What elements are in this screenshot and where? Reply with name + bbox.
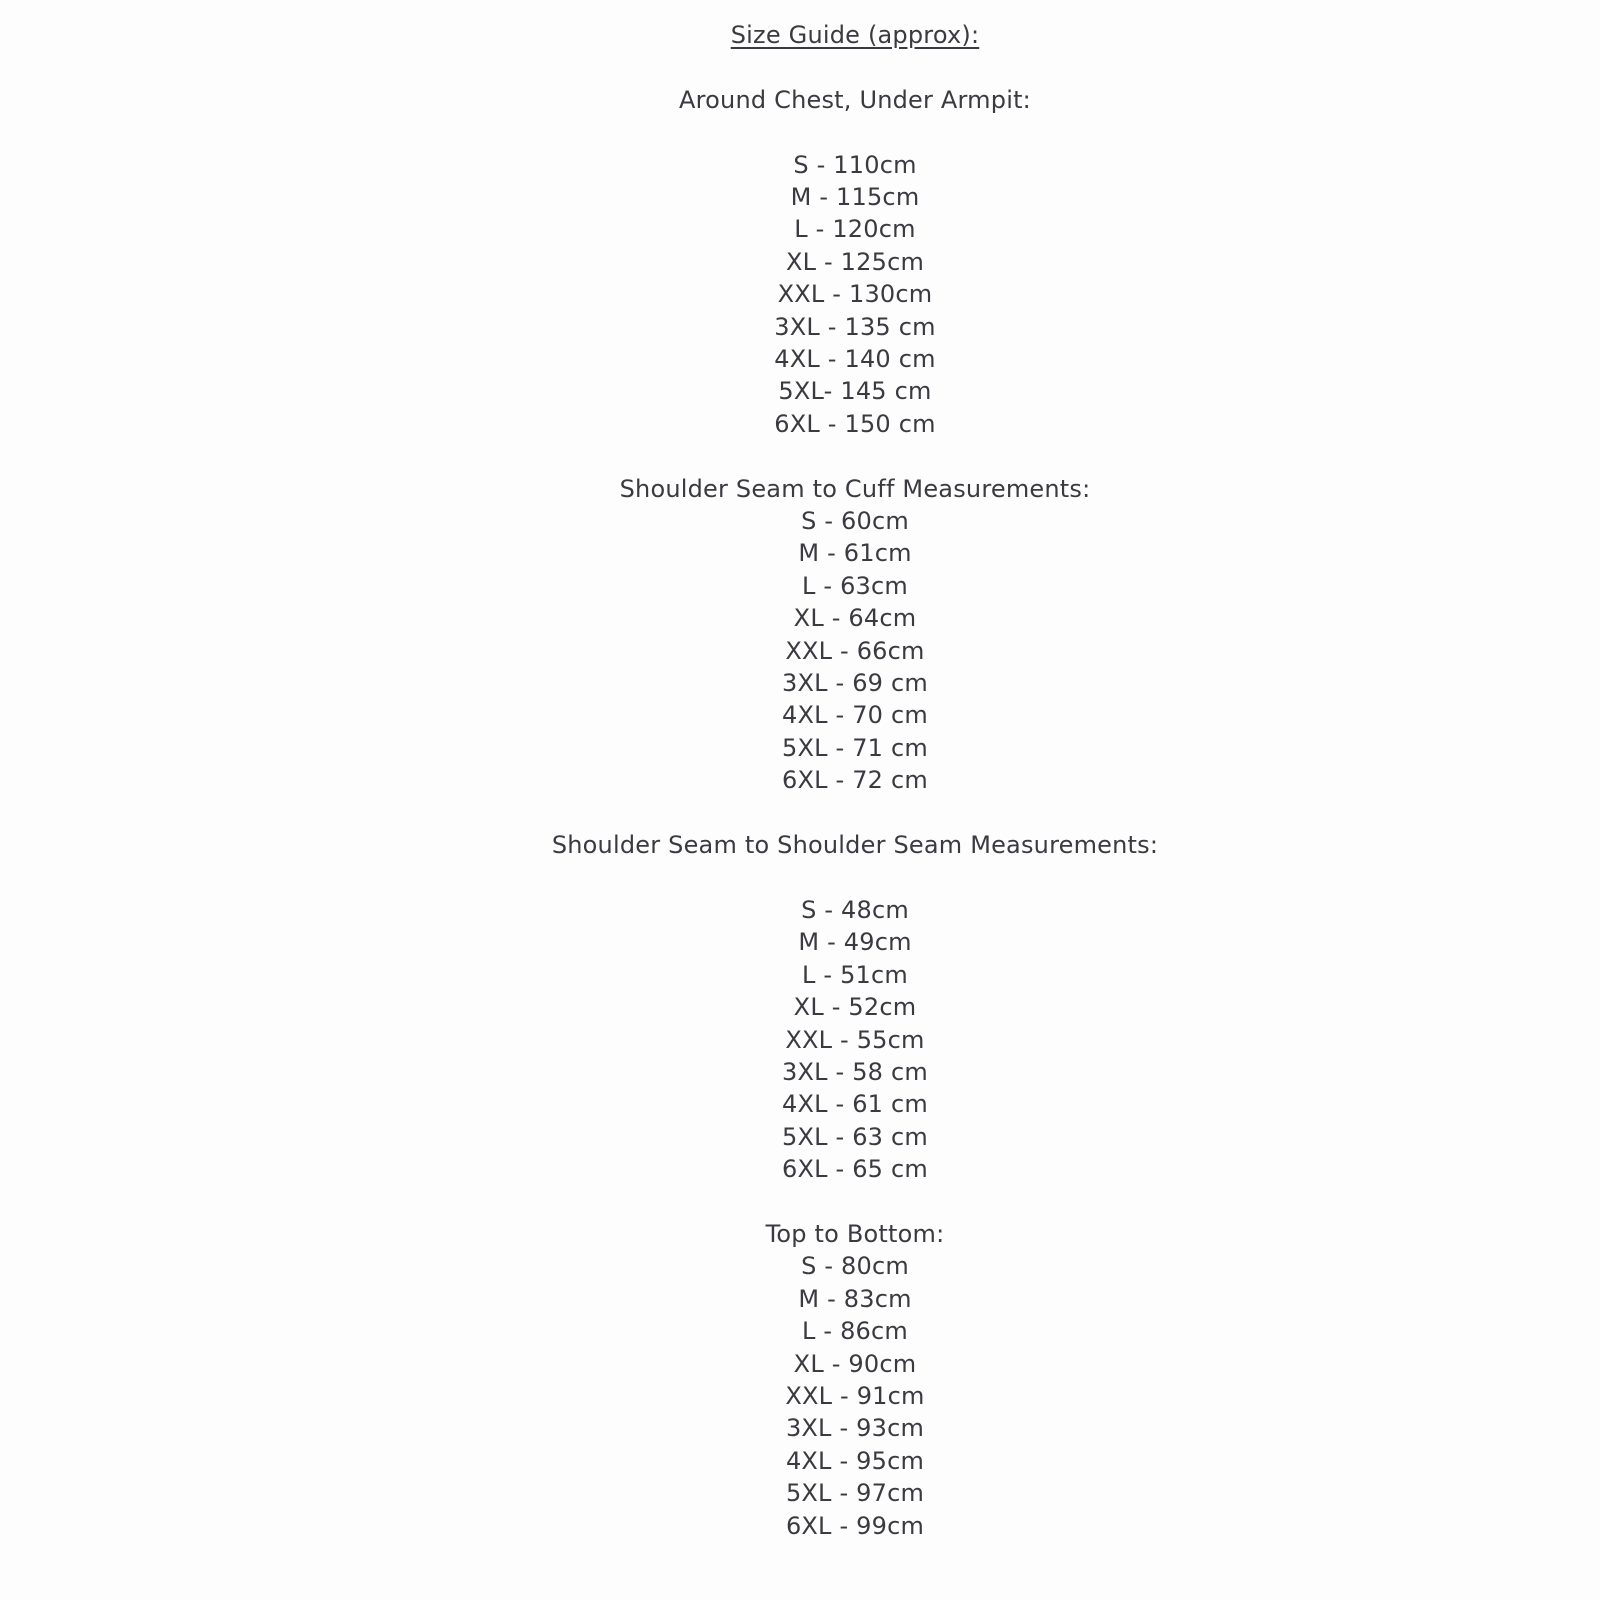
size-row: S - 80cm [801,1252,909,1281]
size-row: S - 110cm [793,150,917,179]
size-row: M - 61cm [798,539,912,568]
size-row: 5XL - 63 cm [782,1122,928,1151]
size-row: M - 49cm [798,928,912,957]
size-row: XL - 52cm [793,993,917,1022]
size-row: M - 83cm [798,1284,912,1313]
size-row: XXL - 91cm [785,1381,925,1410]
size-row: 5XL - 71 cm [782,733,928,762]
size-row: 6XL - 65 cm [782,1155,928,1184]
size-guide-title: Size Guide (approx): [730,21,980,49]
size-row: 3XL - 69 cm [782,669,928,698]
size-row: 4XL - 95cm [785,1446,925,1475]
size-guide-sections [110,84,1600,1542]
size-row: L - 51cm [801,960,908,989]
section-heading: Shoulder Seam to Shoulder Seam Measurements: [551,831,1159,860]
section-heading: Around Chest, Under Armpit: [679,85,1031,114]
size-row: 3XL - 93cm [785,1414,925,1443]
size-row: XL - 90cm [793,1349,917,1378]
size-row: 4XL - 140 cm [774,345,936,374]
size-row: 5XL - 97cm [785,1479,925,1508]
size-row: L - 120cm [794,215,916,244]
size-row: XL - 125cm [785,247,925,276]
size-row: S - 48cm [801,895,909,924]
size-row: XL - 64cm [793,604,917,633]
size-row: XXL - 55cm [785,1025,925,1054]
size-row: 3XL - 135 cm [774,312,936,341]
size-row: 4XL - 70 cm [782,701,928,730]
size-row: L - 86cm [801,1317,908,1346]
size-row: S - 60cm [801,507,909,536]
size-row: 5XL- 145 cm [778,377,932,406]
size-row: XXL - 130cm [777,280,933,309]
size-row: 6XL - 99cm [785,1511,925,1540]
size-row: XXL - 66cm [785,636,925,665]
size-row: L - 63cm [801,571,908,600]
section-heading: Top to Bottom: [765,1219,945,1248]
size-row: 6XL - 150 cm [774,409,936,438]
size-row: M - 115cm [790,183,920,211]
section-heading: Shoulder Seam to Cuff Measurements: [619,474,1091,503]
size-row: 3XL - 58 cm [782,1057,928,1086]
size-row: 6XL - 72 cm [782,766,928,795]
size-row: 4XL - 61 cm [782,1090,928,1119]
